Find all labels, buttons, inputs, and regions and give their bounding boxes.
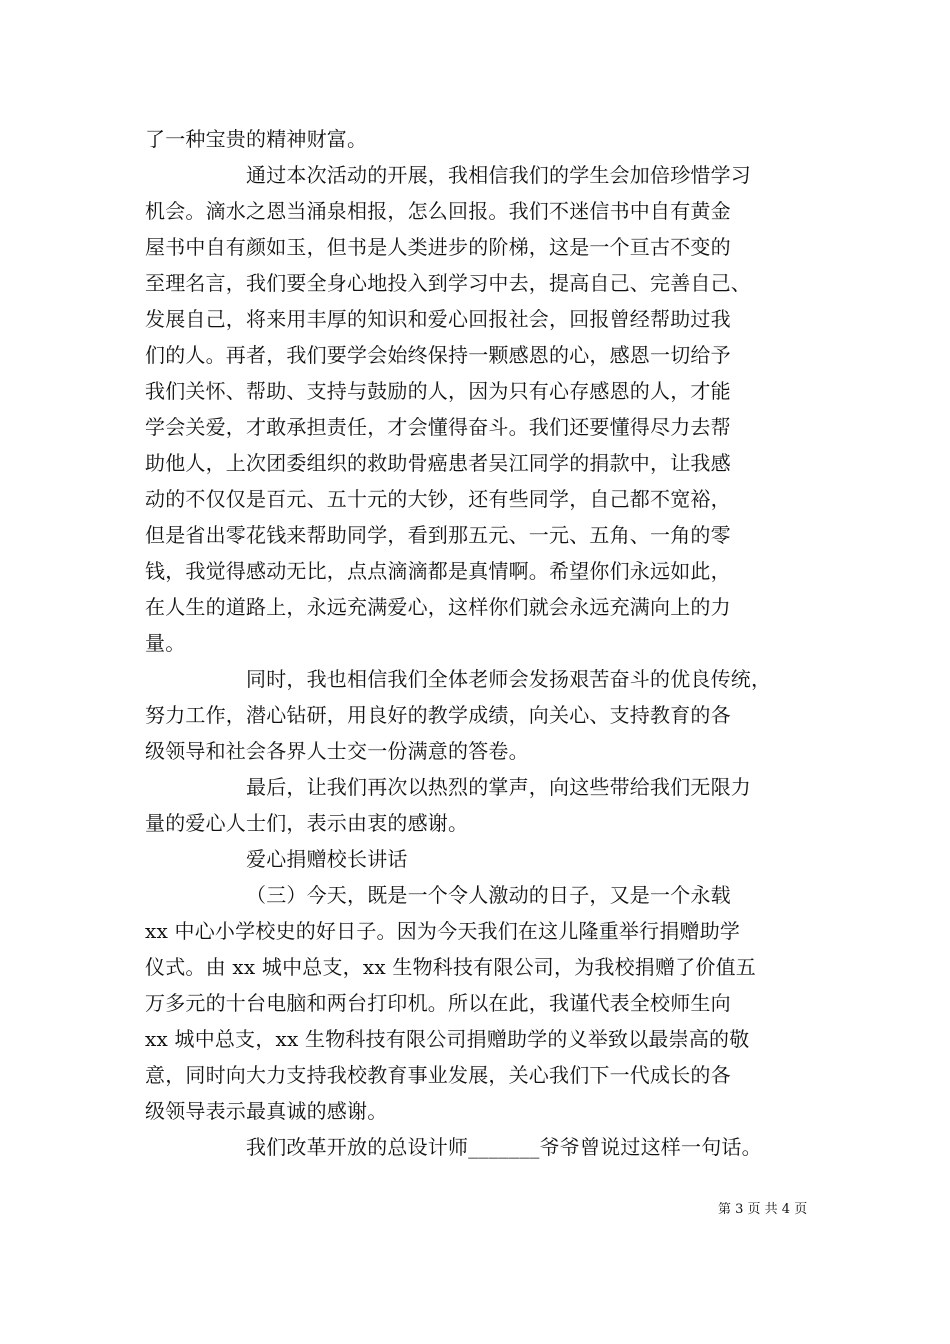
text-line: 我们改革开放的总设计师_______爷爷曾说过这样一句话。 xyxy=(246,1135,762,1159)
text-line: 们的人。再者，我们要学会始终保持一颗感恩的心，感恩一切给予 xyxy=(145,343,731,367)
page-number-footer: 第 3 页 共 4 页 xyxy=(718,1202,808,1217)
text-line: xx 中心小学校史的好日子。因为今天我们在这儿隆重举行捐赠助学 xyxy=(145,919,741,943)
text-line: 了一种宝贵的精神财富。 xyxy=(145,127,368,151)
text-line: 屋书中自有颜如玉，但书是人类进步的阶梯，这是一个亘古不变的 xyxy=(145,235,731,259)
text-line: 我们关怀、帮助、支持与鼓励的人，因为只有心存感恩的人，才能 xyxy=(145,379,731,403)
text-line: （三）今天，既是一个令人激动的日子，又是一个永载 xyxy=(246,883,731,907)
text-line: 同时，我也相信我们全体老师会发扬艰苦奋斗的优良传统， xyxy=(246,667,772,691)
text-line: 通过本次活动的开展，我相信我们的学生会加倍珍惜学习 xyxy=(246,163,751,187)
text-line: 量的爱心人士们，表示由衷的感谢。 xyxy=(145,811,469,835)
text-line: 万多元的十台电脑和两台打印机。所以在此，我谨代表全校师生向 xyxy=(145,991,731,1015)
text-line: 努力工作，潜心钻研，用良好的教学成绩，向关心、支持教育的各 xyxy=(145,703,731,727)
text-line: xx 城中总支，xx 生物科技有限公司捐赠助学的义举致以最崇高的敬 xyxy=(145,1027,750,1051)
text-line: 在人生的道路上，永远充满爱心，这样你们就会永远充满向上的力 xyxy=(145,595,731,619)
text-line: 助他人，上次团委组织的救助骨癌患者吴江同学的捐款中，让我感 xyxy=(145,451,731,475)
text-line: 级领导和社会各界人士交一份满意的答卷。 xyxy=(145,739,529,763)
text-line: 但是省出零花钱来帮助同学，看到那五元、一元、五角、一角的零 xyxy=(145,523,731,547)
text-line: 发展自己，将来用丰厚的知识和爱心回报社会，回报曾经帮助过我 xyxy=(145,307,731,331)
text-line: 学会关爱，才敢承担责任，才会懂得奋斗。我们还要懂得尽力去帮 xyxy=(145,415,731,439)
text-line: 级领导表示最真诚的感谢。 xyxy=(145,1099,388,1123)
text-line: 钱，我觉得感动无比，点点滴滴都是真情啊。希望你们永远如此， xyxy=(145,559,731,583)
text-line: 最后，让我们再次以热烈的掌声，向这些带给我们无限力 xyxy=(246,775,751,799)
text-line: 意，同时向大力支持我校教育事业发展，关心我们下一代成长的各 xyxy=(145,1063,731,1087)
text-line: 至理名言，我们要全身心地投入到学习中去，提高自己、完善自己、 xyxy=(145,271,751,295)
text-line: 量。 xyxy=(145,631,186,655)
text-line: 仪式。由 xx 城中总支，xx 生物科技有限公司，为我校捐赠了价值五 xyxy=(145,955,756,979)
text-line: 机会。滴水之恩当涌泉相报，怎么回报。我们不迷信书中自有黄金 xyxy=(145,199,731,223)
text-line: 动的不仅仅是百元、五十元的大钞，还有些同学，自己都不宽裕， xyxy=(145,487,731,511)
section-heading: 爱心捐赠校长讲话 xyxy=(246,847,408,871)
